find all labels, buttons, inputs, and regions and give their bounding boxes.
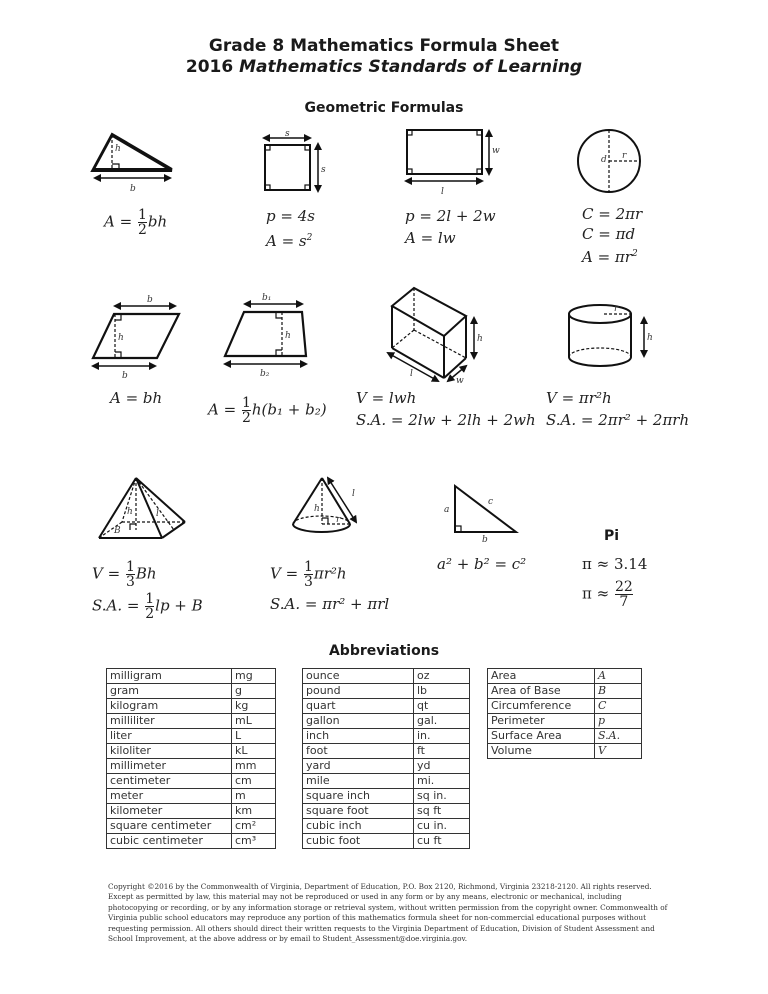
label-h: h [477, 334, 483, 344]
term-cell: Perimeter [488, 714, 595, 729]
abbreviation-cell: mm [232, 759, 276, 774]
subtitle-standards: Mathematics Standards of Learning [239, 57, 583, 77]
table-row [107, 684, 276, 699]
rectangle-area-formula: A = lw [405, 229, 456, 247]
term-cell: milligram [107, 669, 232, 684]
geometric-formulas-heading: Geometric Formulas [304, 100, 464, 116]
label-B: B [114, 526, 121, 536]
label-h: h [285, 331, 291, 341]
term-cell: meter [107, 789, 232, 804]
copyright-notice: Copyright ©2016 by the Commonwealth of Virginia, Department of Education, P.O. Box 2120, Richmond, Virginia 23218-2120. All rights reserved. Except as permitted by law, this material may not be reproduced or used in any form or by any means, electronic or mechanical, including photocopying or recording, or by any information storage or retrieval system, without written permission from the copyright owner. Commonwealth of Virginia public school educators may reproduce any portion of this mathematics formula sheet for non-commercial educational purposes without requesting permission. All others should direct their written requests to the Virginia Department of Education, Division of Student Assessment and School Improvement, at the above address or by email to Student_Assessment@doe.virginia.gov. [108, 882, 668, 944]
term-cell: pound [303, 684, 414, 699]
customary-abbreviations-table [302, 668, 470, 849]
pyramid-volume-formula: V = $\frac{1}{3}$ Bh [92, 559, 157, 590]
label-s-top: s [285, 129, 290, 139]
abbreviation-cell: B [595, 684, 642, 699]
table-row [107, 819, 276, 834]
label-r: r [614, 304, 619, 314]
label-d: d [601, 155, 607, 165]
triangle-area-formula: A = $\frac{1}{2}$ bh [104, 207, 168, 238]
table-row [488, 684, 642, 699]
abbreviation-cell: V [595, 744, 642, 759]
circle-circumference-diameter-formula: C = πd [582, 225, 636, 243]
label-l: l [410, 369, 413, 379]
label-a: a [444, 505, 450, 515]
trapezoid-area-formula: A = $\frac{1}{2}$ h(b₁ + b₂) [208, 395, 327, 426]
abbreviation-cell: p [595, 714, 642, 729]
table-row [107, 669, 276, 684]
label-c: c [488, 497, 494, 507]
label-b: b [130, 184, 136, 194]
table-row [107, 834, 276, 849]
trapezoid-figure [222, 290, 312, 380]
symbol-abbreviations-table [487, 668, 642, 759]
abbreviation-cell: A [595, 669, 642, 684]
cone-volume-formula: V = $\frac{1}{3}$ πr²h [270, 559, 347, 590]
table-row [107, 759, 276, 774]
table-row [488, 669, 642, 684]
term-cell: quart [303, 699, 414, 714]
table-row [107, 714, 276, 729]
page-subtitle [0, 57, 768, 77]
label-l: l [352, 489, 355, 499]
cylinder-figure [568, 304, 658, 384]
prism-surface-area-formula: S.A. = 2lw + 2lh + 2wh [356, 411, 536, 429]
abbreviation-cell: qt [414, 699, 470, 714]
term-cell: Surface Area [488, 729, 595, 744]
square-area-formula: $A = s^2$ [266, 232, 313, 250]
cylinder-surface-area-formula: S.A. = 2πr² + 2πrh [546, 411, 690, 429]
subtitle-year: 2016 [185, 57, 240, 77]
term-cell: cubic inch [303, 819, 414, 834]
term-cell: centimeter [107, 774, 232, 789]
table-row [488, 729, 642, 744]
table-row [303, 744, 470, 759]
label-w: w [456, 376, 464, 386]
term-cell: yard [303, 759, 414, 774]
abbreviation-cell: mi. [414, 774, 470, 789]
table-row [303, 834, 470, 849]
circle-figure [578, 130, 648, 200]
square-perimeter-formula: p = 4s [266, 207, 315, 225]
term-cell: cubic centimeter [107, 834, 232, 849]
label-h: h [118, 333, 124, 343]
label-h: h [647, 333, 653, 343]
term-cell: millimeter [107, 759, 232, 774]
label-s-side: s [321, 165, 326, 175]
term-cell: kilogram [107, 699, 232, 714]
table-row [303, 759, 470, 774]
table-row [303, 774, 470, 789]
table-row [107, 744, 276, 759]
square-figure [258, 130, 328, 200]
abbreviation-cell: sq in. [414, 789, 470, 804]
cone-surface-area-formula: S.A. = πr² + πrl [270, 595, 390, 613]
abbreviation-cell: cu ft [414, 834, 470, 849]
abbreviation-cell: kg [232, 699, 276, 714]
abbreviation-cell: cm³ [232, 834, 276, 849]
abbreviation-cell: cm [232, 774, 276, 789]
term-cell: square inch [303, 789, 414, 804]
table-row [488, 714, 642, 729]
pi-decimal-approx: π ≈ 3.14 [582, 555, 648, 573]
term-cell: foot [303, 744, 414, 759]
abbreviation-cell: C [595, 699, 642, 714]
pyramid-figure [96, 476, 196, 546]
table-row [303, 714, 470, 729]
table-row [107, 729, 276, 744]
circle-circumference-formula: C = 2πr [582, 205, 643, 223]
table-row [107, 699, 276, 714]
abbreviation-cell: km [232, 804, 276, 819]
table-row [303, 819, 470, 834]
label-r: r [622, 151, 627, 161]
prism-volume-formula: V = lwh [356, 389, 417, 407]
parallelogram-figure [90, 292, 190, 382]
abbreviations-heading: Abbreviations [328, 643, 440, 659]
term-cell: gram [107, 684, 232, 699]
table-row [303, 684, 470, 699]
label-h: h [314, 504, 320, 514]
page-title: Grade 8 Mathematics Formula Sheet [208, 36, 560, 56]
parallelogram-area-formula: A = bh [110, 389, 163, 407]
table-row [488, 699, 642, 714]
abbreviation-cell: oz [414, 669, 470, 684]
table-row [303, 789, 470, 804]
pythagorean-formula: a² + b² = c² [437, 555, 527, 573]
label-l: l [156, 509, 159, 519]
table-row [107, 789, 276, 804]
abbreviation-cell: gal. [414, 714, 470, 729]
term-cell: gallon [303, 714, 414, 729]
label-r: r [336, 515, 341, 525]
rectangle-perimeter-formula: p = 2l + 2w [405, 207, 496, 225]
term-cell: kilometer [107, 804, 232, 819]
abbreviation-cell: kL [232, 744, 276, 759]
metric-abbreviations-table [106, 668, 276, 849]
abbreviation-cell: mg [232, 669, 276, 684]
term-cell: inch [303, 729, 414, 744]
term-cell: kiloliter [107, 744, 232, 759]
term-cell: Area of Base [488, 684, 595, 699]
abbreviation-cell: S.A. [595, 729, 642, 744]
label-w: w [492, 146, 500, 156]
abbreviation-cell: cu in. [414, 819, 470, 834]
abbreviation-cell: ft [414, 744, 470, 759]
abbreviation-cell: m [232, 789, 276, 804]
cylinder-volume-formula: V = πr²h [546, 389, 612, 407]
pyramid-surface-area-formula: S.A. = $\frac{1}{2}$ lp + B [92, 591, 203, 622]
table-row [107, 774, 276, 789]
circle-area-formula: $A = \pi r^2$ [582, 248, 638, 266]
term-cell: square foot [303, 804, 414, 819]
label-l: l [441, 187, 444, 197]
label-b-top: b [147, 295, 153, 305]
abbreviation-cell: yd [414, 759, 470, 774]
term-cell: ounce [303, 669, 414, 684]
table-row [303, 699, 470, 714]
label-h: h [127, 507, 133, 517]
table-row [303, 669, 470, 684]
term-cell: square centimeter [107, 819, 232, 834]
abbreviation-cell: g [232, 684, 276, 699]
term-cell: Volume [488, 744, 595, 759]
abbreviation-cell: cm² [232, 819, 276, 834]
pi-heading: Pi [604, 528, 620, 544]
label-h: h [115, 144, 121, 154]
term-cell: mile [303, 774, 414, 789]
abbreviation-cell: sq ft [414, 804, 470, 819]
term-cell: liter [107, 729, 232, 744]
abbreviation-cell: lb [414, 684, 470, 699]
table-row [303, 804, 470, 819]
abbreviation-cell: L [232, 729, 276, 744]
label-b: b [482, 535, 488, 545]
rectangular-prism-figure [388, 286, 488, 386]
table-row [303, 729, 470, 744]
label-b2: b₂ [260, 369, 270, 379]
abbreviation-cell: in. [414, 729, 470, 744]
cone-figure [290, 476, 380, 546]
table-row [488, 744, 642, 759]
abbreviation-cell: mL [232, 714, 276, 729]
triangle-figure [90, 128, 200, 198]
term-cell: Area [488, 669, 595, 684]
label-b1: b₁ [262, 293, 272, 303]
term-cell: cubic foot [303, 834, 414, 849]
label-b-bottom: b [122, 371, 128, 381]
right-triangle-figure [440, 484, 530, 544]
rectangle-figure [403, 128, 503, 198]
table-row [107, 804, 276, 819]
term-cell: Circumference [488, 699, 595, 714]
term-cell: milliliter [107, 714, 232, 729]
pi-fraction-approx: π ≈ $\frac{22}{7}$ [582, 579, 633, 610]
